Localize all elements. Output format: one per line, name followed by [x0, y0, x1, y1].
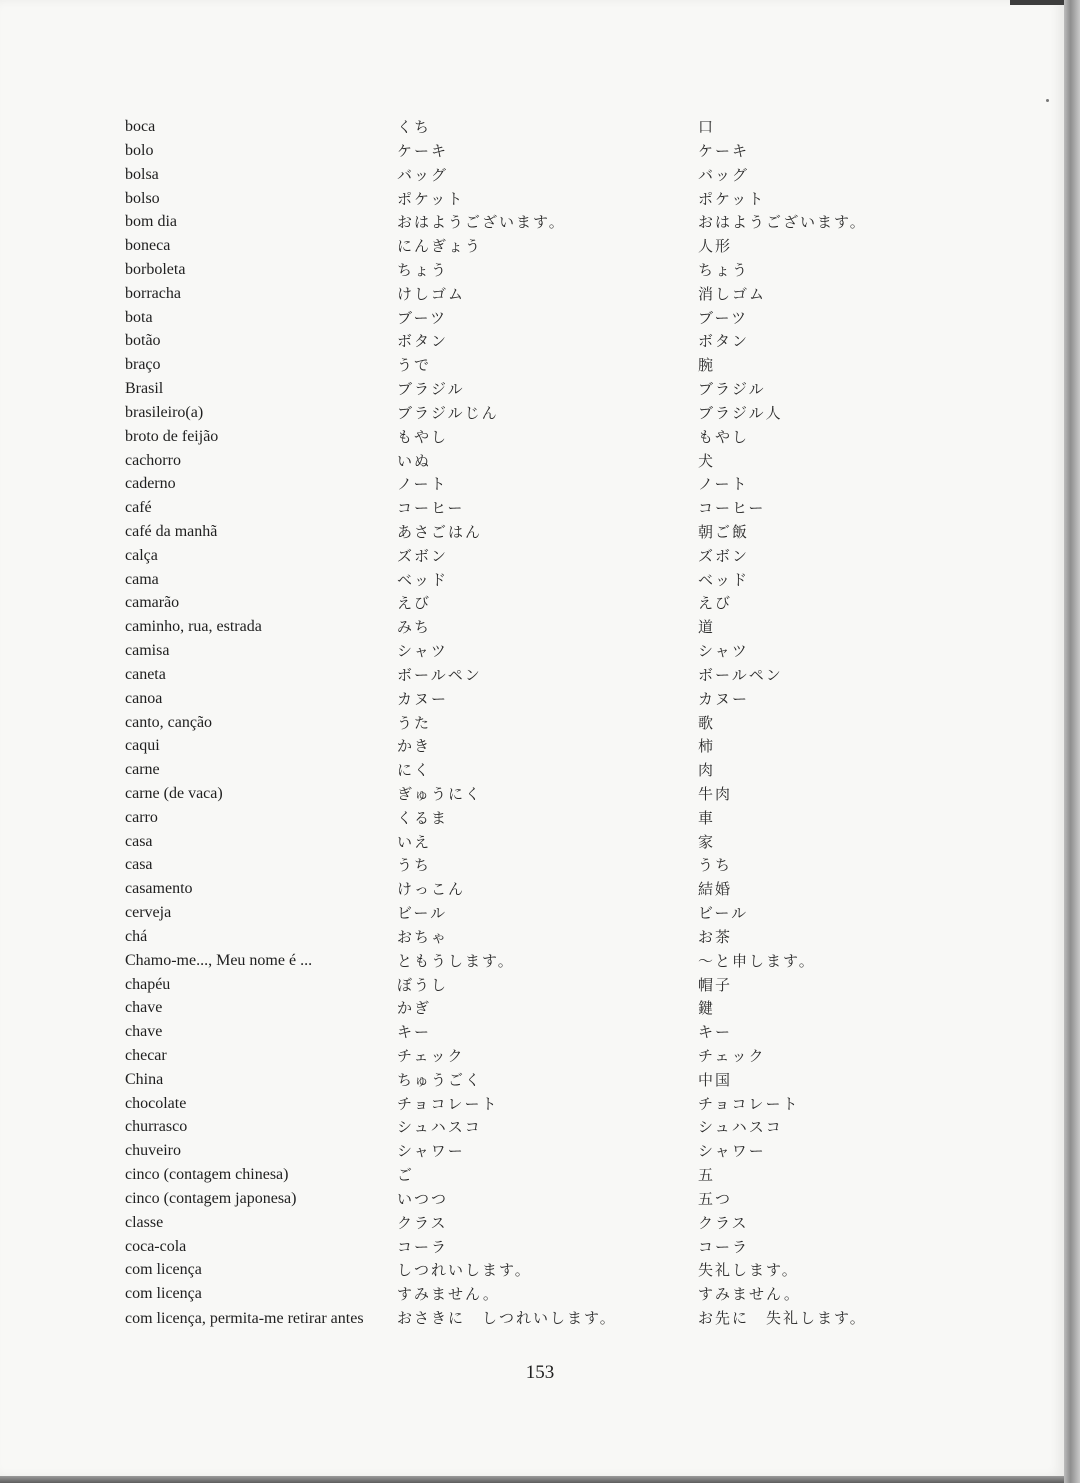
kanji-writing: 車 — [698, 808, 716, 827]
portuguese-term: carne (de vaca) — [125, 785, 223, 802]
kana-reading: あさごはん — [397, 522, 483, 541]
scan-speck — [1046, 99, 1049, 102]
portuguese-term: com licença — [125, 1285, 202, 1303]
kana-reading: ブラジルじん — [397, 403, 499, 422]
kana-reading: コーラ — [397, 1237, 449, 1256]
kanji-writing: もやし — [698, 427, 750, 446]
portuguese-term: carne — [125, 761, 160, 779]
kana-reading: ブラジル — [397, 380, 465, 398]
kanji-writing: バッグ — [698, 165, 750, 184]
kana-reading: ボタン — [397, 332, 449, 351]
portuguese-term: café — [125, 499, 152, 517]
kanji-writing: えび — [698, 594, 733, 613]
portuguese-term: bolsa — [125, 165, 159, 183]
kana-reading: クラス — [397, 1213, 448, 1232]
portuguese-term: bota — [125, 308, 153, 326]
portuguese-term: bom dia — [125, 213, 177, 231]
portuguese-term: cinco (contagem chinesa) — [125, 1166, 289, 1184]
portuguese-term: broto de feijão — [125, 427, 219, 445]
portuguese-term: braço — [125, 356, 161, 374]
portuguese-term: bolso — [125, 189, 160, 207]
portuguese-term: café da manhã — [125, 522, 218, 540]
kanji-writing: ブラジル — [698, 380, 766, 398]
kana-reading: えび — [397, 594, 432, 613]
kana-reading: ブーツ — [397, 308, 447, 327]
portuguese-term: caminho, rua, estrada — [125, 618, 262, 636]
portuguese-term: borboleta — [125, 260, 186, 278]
portuguese-term: Brasil — [125, 380, 164, 397]
kanji-writing: 朝ご飯 — [698, 522, 750, 541]
kanji-writing: ケーキ — [698, 141, 750, 160]
kana-reading: キー — [397, 1023, 432, 1042]
kana-reading: もやし — [397, 427, 449, 446]
kana-reading: いえ — [397, 832, 432, 851]
portuguese-term: chocolate — [125, 1094, 187, 1112]
portuguese-term: churrasco — [125, 1118, 188, 1136]
portuguese-term: bolo — [125, 141, 154, 159]
kana-reading: コーヒー — [397, 499, 465, 518]
kana-reading: ベッド — [397, 570, 449, 589]
portuguese-term: camarão — [125, 594, 180, 612]
portuguese-term: cachorro — [125, 451, 181, 469]
kanji-writing: お先に 失礼します。 — [698, 1309, 867, 1327]
kana-reading: うち — [397, 856, 432, 875]
kanji-writing: 腕 — [698, 356, 716, 375]
portuguese-term: borracha — [125, 284, 181, 302]
kana-reading: ちょう — [397, 260, 449, 279]
kana-reading: ともうします。 — [397, 951, 515, 970]
book-edge-bottom — [0, 1476, 1064, 1483]
kana-reading: ケーキ — [397, 141, 449, 160]
kana-reading: くち — [397, 118, 432, 136]
kanji-writing: 柿 — [698, 737, 716, 756]
kana-reading: けしゴム — [397, 284, 466, 303]
portuguese-term: cinco (contagem japonesa) — [125, 1189, 297, 1207]
kana-reading: いぬ — [397, 451, 432, 470]
kanji-writing: お茶 — [698, 927, 733, 946]
kanji-writing: うち — [698, 856, 733, 875]
kana-reading: おちゃ — [397, 927, 449, 946]
portuguese-term: casa — [125, 832, 153, 850]
kanji-writing: 人形 — [698, 237, 733, 256]
portuguese-term: chapéu — [125, 975, 171, 993]
portuguese-term: calça — [125, 546, 158, 564]
kana-reading: ポケット — [397, 189, 465, 208]
portuguese-term: canoa — [125, 689, 163, 707]
kana-reading: ちゅうごく — [397, 1070, 483, 1089]
kana-reading: すみません。 — [397, 1285, 500, 1304]
kanji-writing: ブラジル人 — [698, 403, 783, 422]
portuguese-term: checar — [125, 1047, 167, 1064]
kanji-writing: シャツ — [698, 642, 749, 660]
kanji-writing: ボタン — [698, 332, 750, 351]
kanji-writing: 失礼します。 — [698, 1261, 799, 1280]
kanji-writing: ちょう — [698, 260, 750, 279]
portuguese-term: caneta — [125, 665, 166, 683]
kanji-writing: 五 — [698, 1166, 716, 1185]
kanji-writing: 牛肉 — [698, 785, 733, 803]
kana-reading: チョコレート — [397, 1094, 499, 1113]
portuguese-term: cerveja — [125, 904, 172, 922]
portuguese-term: canto, canção — [125, 713, 213, 731]
portuguese-term: chave — [125, 999, 163, 1017]
kana-reading: うで — [397, 356, 432, 375]
kanji-writing: ポケット — [698, 189, 766, 208]
kanji-writing: 中国 — [698, 1070, 733, 1089]
kana-reading: かき — [397, 737, 432, 756]
book-edge-right — [1064, 0, 1080, 1483]
kana-reading: おはようございます。 — [397, 213, 566, 232]
kanji-writing: ブーツ — [698, 308, 748, 327]
kana-reading: しつれいします。 — [397, 1261, 532, 1280]
kanji-writing: 道 — [698, 618, 716, 637]
kana-reading: シャツ — [397, 642, 448, 660]
kana-reading: カヌー — [397, 689, 449, 708]
kana-reading: ビール — [397, 904, 448, 923]
portuguese-term: Chamo-me..., Meu nome é ... — [125, 951, 313, 969]
kanji-writing: 口 — [698, 118, 716, 136]
portuguese-term: caqui — [125, 737, 160, 755]
kanji-writing: 家 — [698, 832, 716, 851]
kana-reading: ノート — [397, 475, 448, 494]
portuguese-term: caderno — [125, 475, 176, 493]
kanji-writing: カヌー — [698, 689, 750, 708]
portuguese-term: chuveiro — [125, 1142, 181, 1160]
kana-reading: ぼうし — [397, 975, 449, 994]
kanji-writing: 五つ — [698, 1189, 733, 1208]
kanji-writing: 結婚 — [698, 880, 733, 899]
portuguese-term: casamento — [125, 880, 193, 898]
portuguese-term: botão — [125, 332, 161, 350]
portuguese-term: chá — [125, 927, 148, 945]
kanji-writing: シャワー — [698, 1142, 766, 1161]
portuguese-term: cama — [125, 570, 159, 588]
portuguese-term: carro — [125, 808, 158, 826]
portuguese-term: brasileiro(a) — [125, 403, 204, 421]
portuguese-term: China — [125, 1070, 164, 1088]
portuguese-term: camisa — [125, 642, 170, 659]
kana-reading: うた — [397, 713, 432, 732]
page-corner-shadow — [1010, 0, 1064, 5]
kanji-writing: 鍵 — [698, 999, 716, 1018]
kanji-writing: 帽子 — [698, 975, 733, 994]
kana-reading: ご — [397, 1166, 415, 1185]
kana-reading: チェック — [397, 1047, 465, 1065]
kanji-writing: チェック — [698, 1047, 766, 1065]
kanji-writing: 歌 — [698, 713, 716, 732]
kana-reading: ぎゅうにく — [397, 785, 483, 803]
kanji-writing: ズボン — [698, 546, 750, 565]
page-number: 153 — [525, 1362, 555, 1383]
kana-reading: みち — [397, 618, 432, 637]
kanji-writing: クラス — [698, 1213, 749, 1232]
kanji-writing: キー — [698, 1023, 733, 1042]
portuguese-term: boneca — [125, 237, 171, 255]
portuguese-term: com licença, permita-me retirar antes — [125, 1310, 364, 1327]
kana-reading: にく — [397, 761, 432, 780]
kana-reading: シュハスコ — [397, 1118, 482, 1137]
kanji-writing: ベッド — [698, 570, 750, 589]
kanji-writing: コーヒー — [698, 499, 766, 518]
kanji-writing: ビール — [698, 904, 749, 923]
portuguese-term: chave — [125, 1023, 163, 1041]
kanji-writing: コーラ — [698, 1237, 750, 1256]
kana-reading: いつつ — [397, 1189, 449, 1208]
kanji-writing: チョコレート — [698, 1094, 800, 1113]
kanji-writing: 犬 — [698, 451, 716, 470]
portuguese-term: com licença — [125, 1261, 202, 1279]
kanji-writing: 肉 — [698, 761, 716, 780]
portuguese-term: casa — [125, 856, 153, 874]
portuguese-term: classe — [125, 1213, 164, 1231]
kana-reading: くるま — [397, 808, 449, 827]
kana-reading: バッグ — [397, 165, 449, 184]
kanji-writing: 消しゴム — [698, 284, 767, 303]
portuguese-term: coca-cola — [125, 1237, 187, 1255]
kanji-writing: ノート — [698, 475, 749, 494]
kana-reading: シャワー — [397, 1142, 465, 1161]
kanji-writing: シュハスコ — [698, 1118, 783, 1137]
kana-reading: かぎ — [397, 999, 432, 1018]
kanji-writing: おはようございます。 — [698, 213, 867, 232]
kana-reading: おさきに しつれいします。 — [397, 1309, 617, 1327]
kanji-writing: すみません。 — [698, 1285, 801, 1304]
kanji-writing: ボールペン — [698, 665, 783, 684]
portuguese-term: boca — [125, 118, 156, 135]
kana-reading: にんぎょう — [397, 237, 483, 256]
kana-reading: けっこん — [397, 880, 466, 899]
kana-reading: ズボン — [397, 546, 449, 565]
kana-reading: ボールペン — [397, 665, 482, 684]
kanji-writing: ～と申します。 — [698, 951, 816, 970]
